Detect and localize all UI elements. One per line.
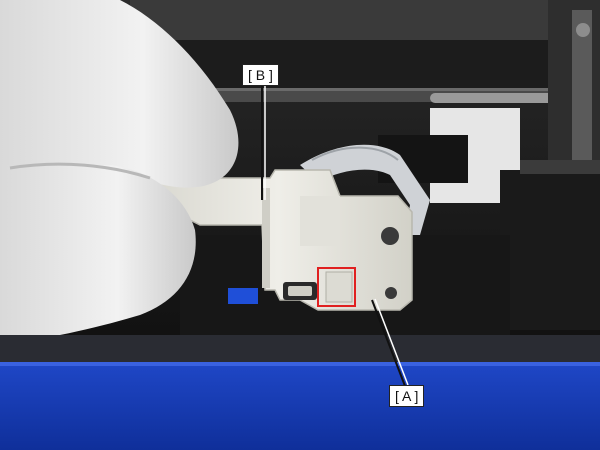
blue-surface: [0, 362, 600, 450]
dark-ledge: [0, 335, 600, 365]
part-hole-lower: [385, 287, 397, 299]
part-ridge: [262, 188, 270, 288]
callout-label-a: [ A ]: [389, 385, 424, 407]
callout-label-b: [ B ]: [242, 64, 279, 86]
part-slot-inner: [288, 286, 312, 296]
upper-frame: [130, 0, 570, 40]
part-hole-upper: [381, 227, 399, 245]
part-ridge-2: [300, 196, 340, 246]
blue-tab: [228, 288, 258, 304]
right-housing: [500, 170, 600, 330]
screw: [576, 23, 590, 37]
part-latch: [326, 272, 352, 302]
blue-surface-edge: [0, 362, 600, 366]
right-housing-top: [520, 160, 600, 174]
